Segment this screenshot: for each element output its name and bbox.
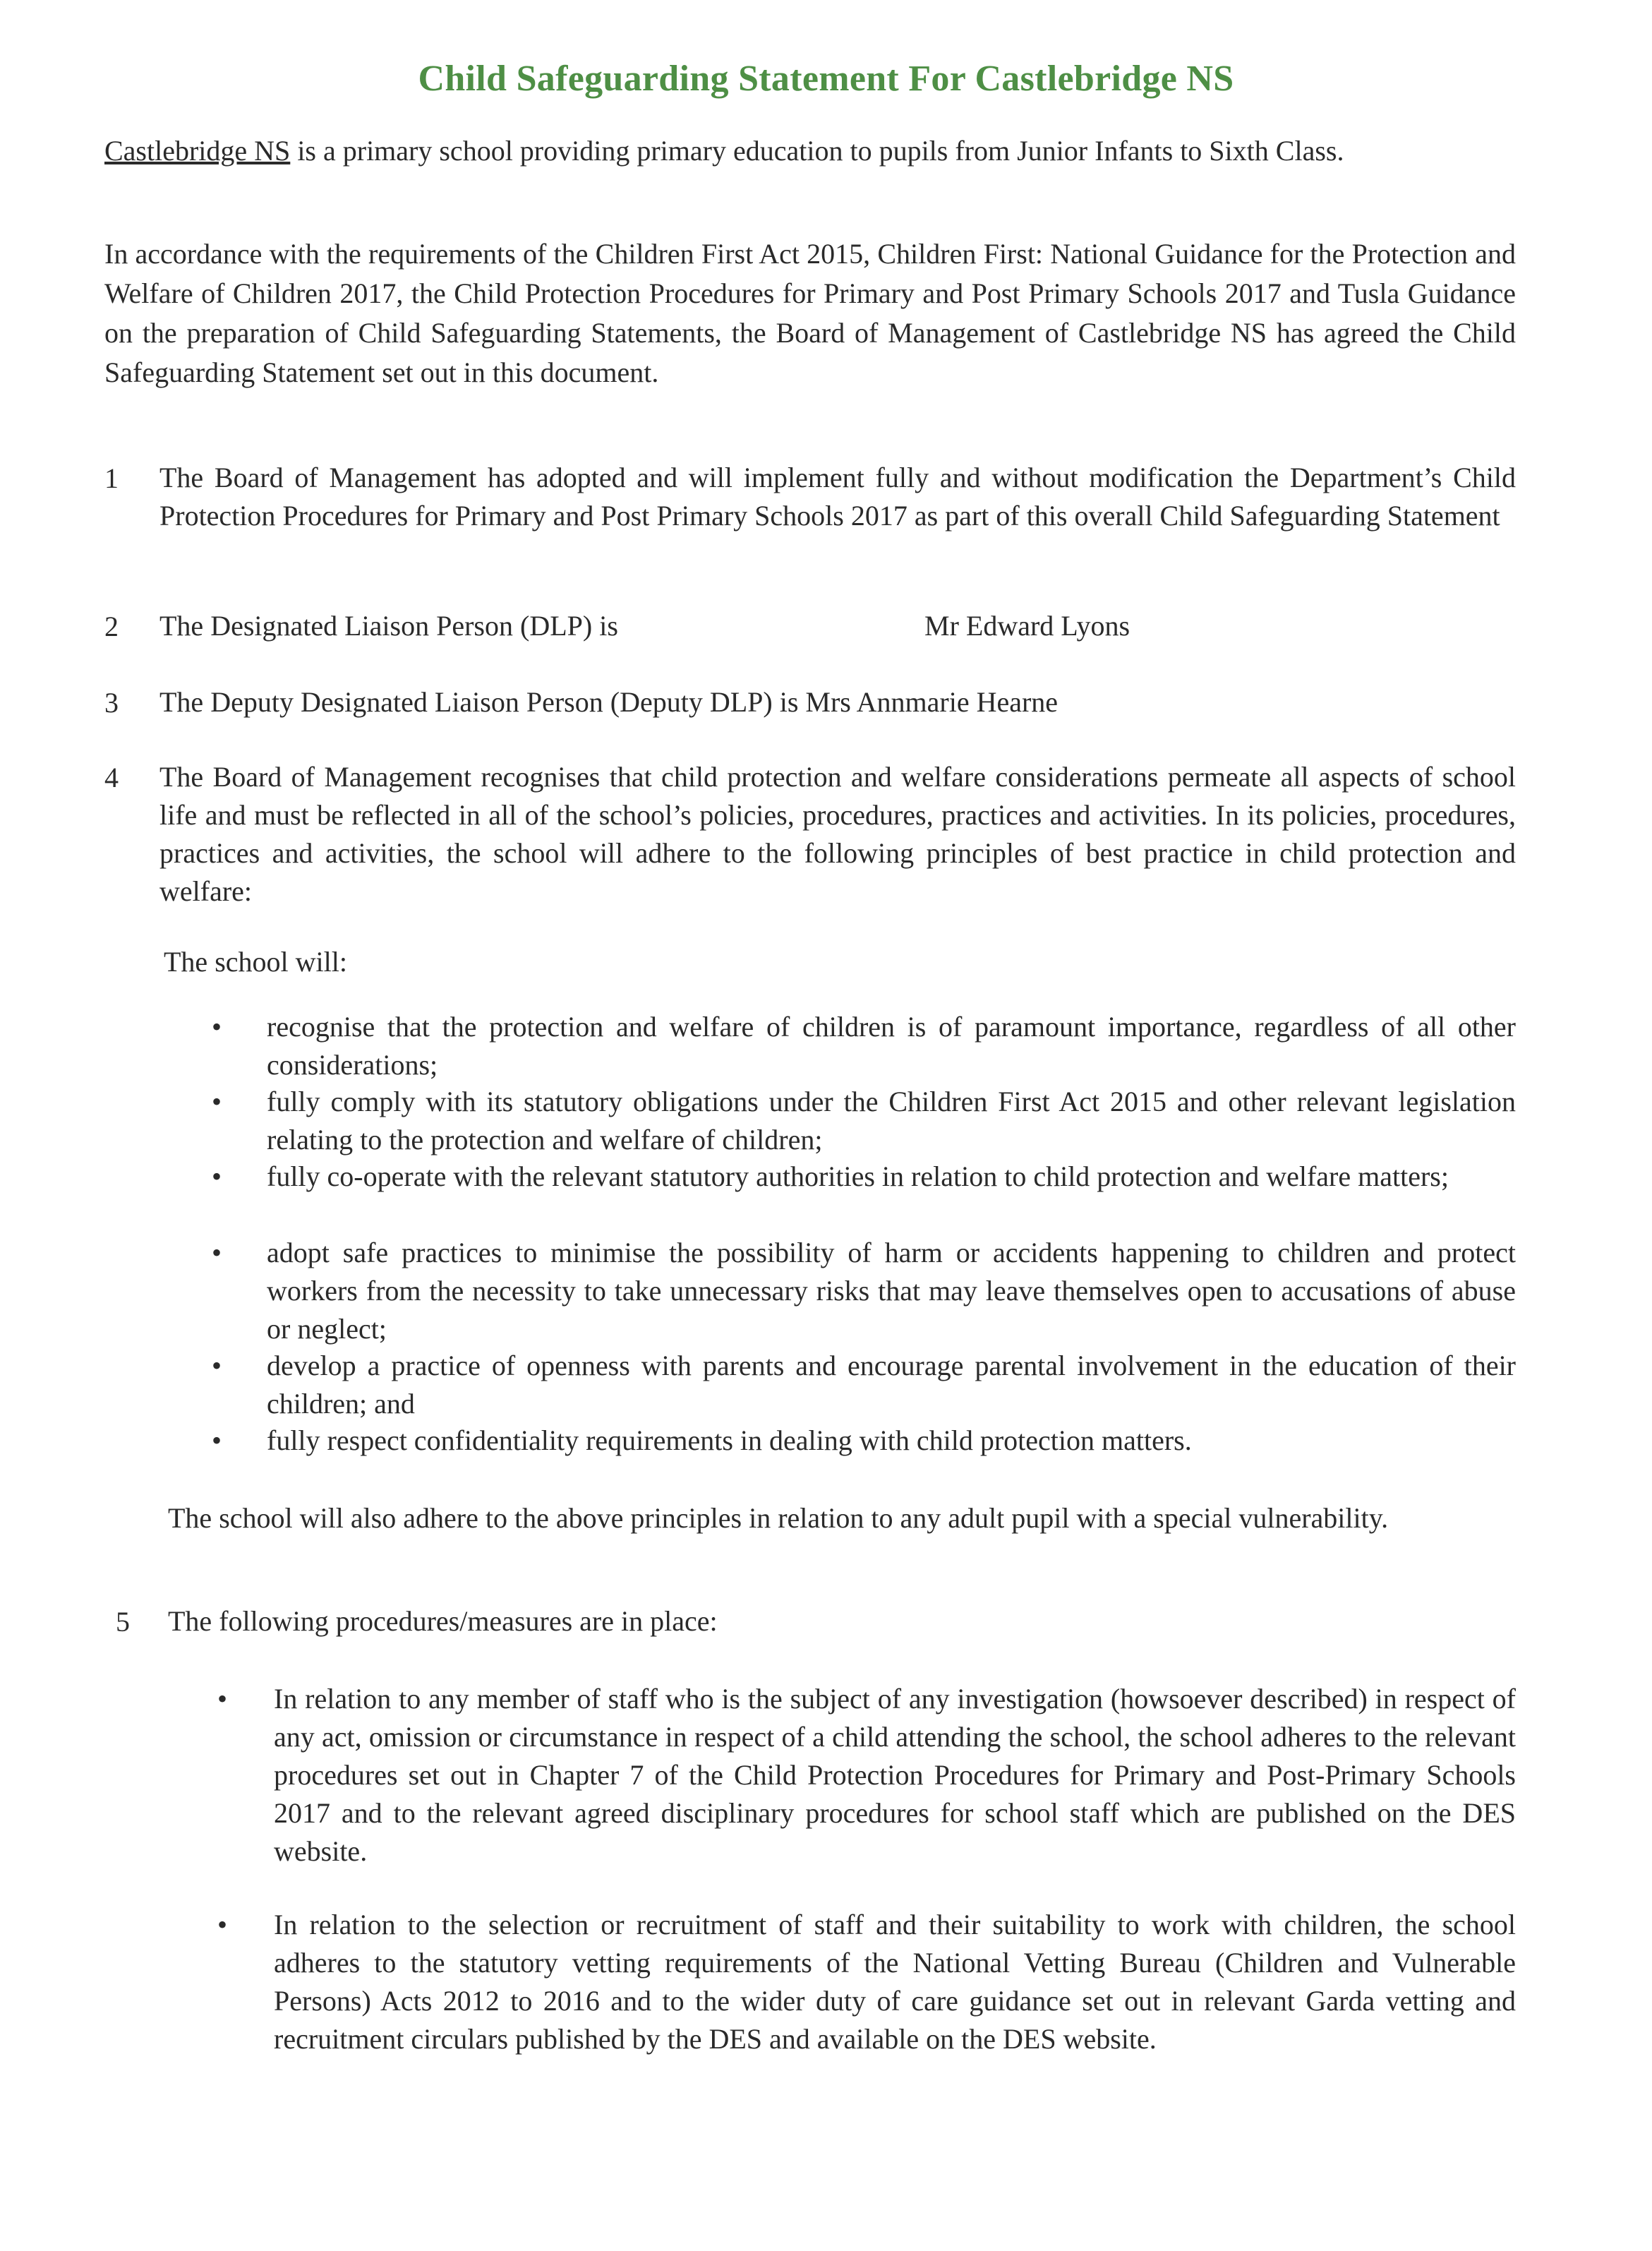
dlp-name: Mr Edward Lyons [924, 610, 1131, 642]
item-4-closing: The school will also adhere to the above principles in relation to any adult pupil with a special vulnerability. [168, 1502, 1389, 1534]
dlp-label: The Designated Liaison Person (DLP) is [159, 610, 618, 642]
principle-item: fully comply with its statutory obligations under the Children First Act 2015 and other relevant legislation relating to the protection and welfare of children; [267, 1086, 1516, 1155]
principle-item: adopt safe practices to minimise the possibility of harm or accidents happening to children and protect workers from the necessity to take unnecessary risks that may leave themselves open to accusations of abuse or neglect; [267, 1237, 1516, 1345]
principle-item: fully respect confidentiality requirements in dealing with child protection matters. [267, 1424, 1192, 1456]
item-number: 5 [116, 1606, 130, 1638]
bullet-glyph: • [212, 1011, 222, 1043]
principle-item: develop a practice of openness with parents and encourage parental involvement in the education of their children; and [267, 1350, 1516, 1419]
item-number: 4 [104, 762, 119, 793]
school-name: Castlebridge NS [104, 135, 291, 167]
procedure-item: In relation to any member of staff who is the subject of any investigation (howsoever described) in respect of any act, omission or circumstance in respect of a child attending the school, the school adheres to the relevant procedures set out in Chapter 7 of the Child Protection Procedures for Primary and Post-Primary Schools 2017 and to the relevant agreed disciplinary procedures for school staff which are published on the DES website. [274, 1683, 1516, 1867]
item-number: 1 [104, 462, 119, 494]
item-number: 3 [104, 687, 119, 719]
document-title: Child Safeguarding Statement For Castlebridge NS [418, 59, 1234, 99]
intro-paragraph-2: In accordance with the requirements of the Children First Act 2015, Children First: National Guidance for the Protection and Welfare of Children 2017, the Child Protection Procedures for Primary and Post Primary Schools 2017 and Tusla Guidance on the preparation of Child Safeguarding Statements, the Board of Management of Castlebridge NS has agreed the Child Safeguarding Statement set out in this document. [104, 238, 1516, 388]
bullet-glyph: • [212, 1424, 222, 1456]
bullet-glyph: • [217, 1683, 228, 1715]
item-number: 2 [104, 611, 119, 642]
intro-paragraph-1 [104, 131, 1516, 171]
principle-item: fully co-operate with the relevant statutory authorities in relation to child protection and welfare matters; [267, 1160, 1449, 1192]
school-will-lead: The school will: [164, 946, 347, 978]
bullet-glyph: • [212, 1237, 222, 1268]
procedure-item: In relation to the selection or recruitment of staff and their suitability to work with children, the school adheres to the statutory vetting requirements of the National Vetting Bureau (Children and Vulnerable Persons) Acts 2012 to 2016 and to the wider duty of care guidance set out in relevant Garda vetting and recruitment circulars published by the DES and available on the DES website. [274, 1909, 1516, 2055]
item-4-text: The Board of Management recognises that child protection and welfare considerations permeate all aspects of school life and must be reflected in all of the school’s policies, procedures, practices and activities. In its policies, procedures, practices and activities, the school will adhere to the following principles of best practice in child protection and welfare: [159, 761, 1516, 907]
deputy-dlp-text: The Deputy Designated Liaison Person (Deputy DLP) is Mrs Annmarie Hearne [159, 686, 1059, 718]
principle-item: recognise that the protection and welfare of children is of paramount importance, regardless of all other considerations; [267, 1011, 1516, 1081]
bullet-glyph: • [212, 1160, 222, 1192]
bullet-glyph: • [212, 1086, 222, 1117]
bullet-glyph: • [217, 1909, 228, 1940]
item-5-text: The following procedures/measures are in place: [168, 1605, 718, 1637]
bullet-glyph: • [212, 1350, 222, 1381]
intro-paragraph-1-rest: is a primary school providing primary education to pupils from Junior Infants to Sixth Class. [290, 135, 1344, 167]
item-1-text: The Board of Management has adopted and will implement fully and without modification the Department’s Child Protection Procedures for Primary and Post Primary Schools 2017 as part of this overall Child Safeguarding Statement [159, 462, 1516, 532]
